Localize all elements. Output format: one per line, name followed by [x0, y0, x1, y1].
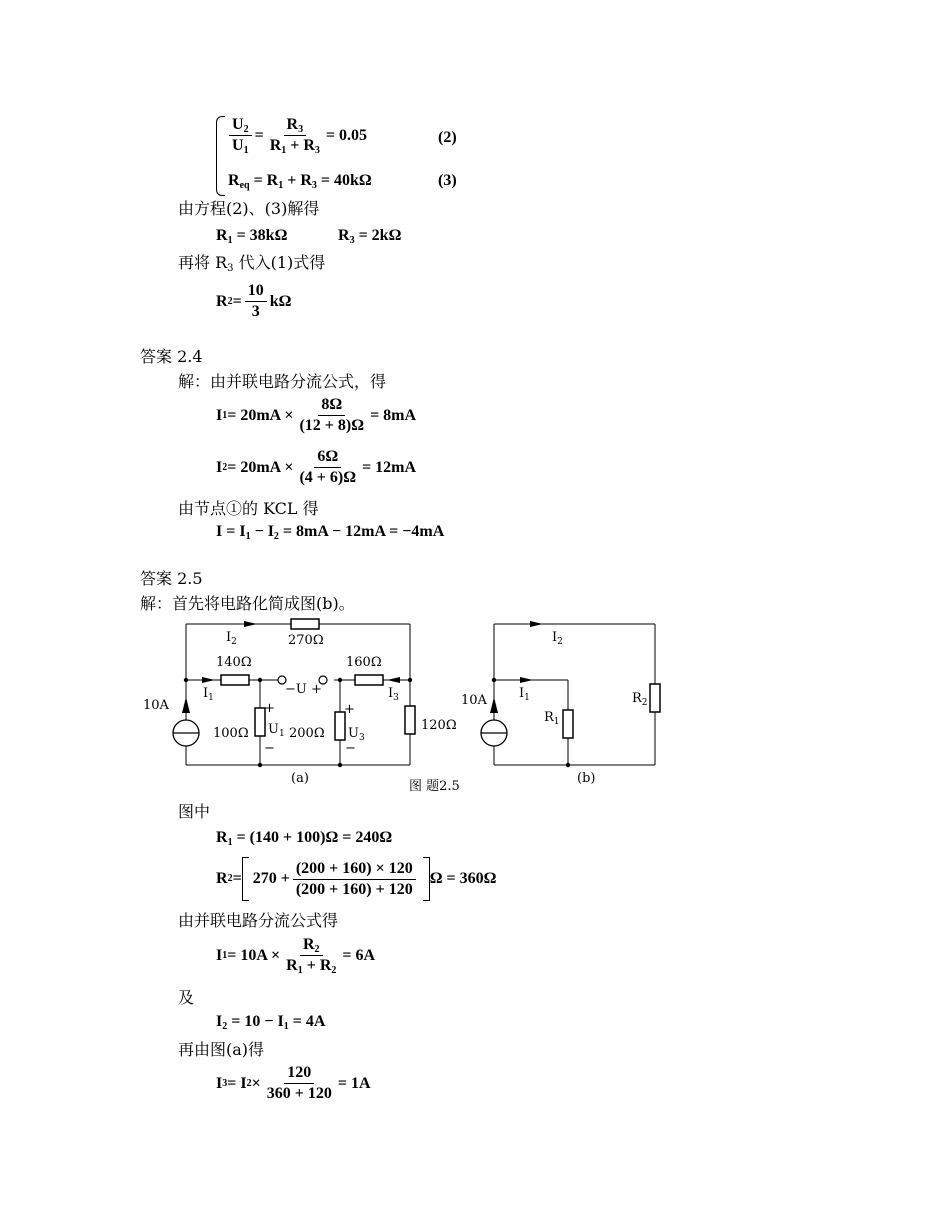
- and-text: 及: [178, 988, 195, 1007]
- sec25-i1-equation: I 1 = 10A × $\frac{R_2}{R_1 + R_2}$ = 6A: [216, 936, 376, 976]
- svg-text:140Ω: 140Ω: [216, 655, 252, 670]
- resistor-120: [405, 706, 415, 734]
- equation-2: $\frac{U_2}{U_1}$ = $\frac{R_3}{R_1 + R_3}$ = 0.05: [226, 116, 367, 155]
- i2-arrow-a: [244, 621, 257, 627]
- from-a-text: 再由图(a)得: [178, 1040, 265, 1059]
- fraction-u2-u1: $\frac{U_2}{U_1}$: [229, 116, 252, 155]
- equation-system-brace: [216, 116, 225, 196]
- resistor-r1-b: [563, 710, 573, 738]
- equation-2-tag: (2): [438, 129, 457, 146]
- r1-result: $R_1 = 38k\Omega$: [216, 227, 288, 246]
- sec25-r2-equation: R 2 = 270 + $\frac{(200 + 160) \times 120}{(200 + 160) + 120}$ Ω = 360Ω: [216, 857, 496, 901]
- substitute-text: 再将 $R_3$ 代入(1)式得: [178, 253, 326, 274]
- sec24-intro: 解：由并联电路分流公式，得: [178, 372, 387, 391]
- svg-text:+: +: [264, 701, 275, 716]
- fraction-r3-r1r3: $\frac{R_3}{R_1 + R_3}$: [269, 116, 320, 156]
- svg-text:I1: $I_1$: [519, 686, 530, 703]
- resistor-140: [221, 675, 249, 685]
- svg-text:100Ω: 100Ω: [213, 726, 249, 741]
- svg-text:200Ω: 200Ω: [289, 726, 325, 741]
- equation-3-tag: (3): [438, 172, 457, 189]
- svg-text:270Ω: 270Ω: [288, 633, 324, 648]
- left-bracket: [242, 857, 249, 901]
- svg-text:(b): (b): [577, 771, 596, 786]
- svg-text:10A: 10A: [143, 698, 169, 713]
- svg-text:160Ω: 160Ω: [346, 655, 382, 670]
- svg-text:U3: $U_3$: [348, 726, 365, 743]
- i1-arrow-a: [202, 677, 215, 683]
- r2-result: R 2 = $\frac{10}{3}$ kΩ: [216, 282, 292, 320]
- resistor-160: [355, 675, 383, 685]
- svg-text:−: −: [264, 741, 275, 756]
- sec25-intro: 解：首先将电路化简成图(b)。: [140, 594, 355, 613]
- kcl-text: 由节点①的 KCL 得: [178, 499, 319, 518]
- right-bracket: [423, 857, 430, 901]
- svg-text:10A: 10A: [461, 693, 487, 708]
- svg-text:+: +: [344, 702, 355, 717]
- heading-2-5: 答案 2.5: [140, 569, 203, 588]
- i1-arrow-b: [520, 677, 533, 683]
- svg-text:(a): (a): [291, 771, 309, 786]
- svg-text:−: −: [345, 741, 356, 756]
- source-arrow-a: [182, 697, 190, 713]
- heading-2-4: 答案 2.4: [140, 347, 203, 366]
- svg-text:U1: $U_1$: [268, 722, 285, 739]
- equation-3: $R_{eq} = R_1 + R_3 = 40k\Omega$: [228, 172, 372, 191]
- r3-result: $R_3 = 2k\Omega$: [338, 227, 402, 246]
- svg-text:R1: $R_1$: [544, 710, 560, 727]
- circuit-figure: [0, 612, 950, 792]
- sec24-i1-equation: I 1 = 20mA × $\frac{8\Omega}{(12 + 8)\Omega}$ = 8mA: [216, 396, 417, 434]
- svg-text:I2: $I_2$: [226, 630, 237, 647]
- solve-text: 由方程(2)、(3)解得: [178, 199, 320, 218]
- sec24-i2-equation: I 2 = 20mA × $\frac{6\Omega}{(4 + 6)\Omega}$ = 12mA: [216, 448, 417, 486]
- resistor-270: [291, 619, 319, 629]
- figure-caption: 图 题2.5: [409, 779, 460, 792]
- svg-text:−U +: −U +: [285, 682, 322, 697]
- resistor-r2-b: [650, 684, 660, 712]
- svg-text:I3: $I_3$: [388, 686, 399, 703]
- sec25-i2-equation: $I_2 = 10 - I_1 = 4A$: [216, 1013, 326, 1032]
- source-arrow-b: [490, 697, 498, 713]
- i2-arrow-b: [530, 621, 543, 627]
- svg-text:R2: $R_2$: [632, 691, 648, 708]
- i3-arrow-a: [387, 677, 400, 683]
- svg-text:I2: $I_2$: [552, 630, 563, 647]
- svg-text:120Ω: 120Ω: [421, 718, 457, 733]
- kcl-equation: $I = I_1 - I_2 = 8mA - 12mA = -4mA$: [216, 523, 445, 542]
- sec25-r1-equation: $R_1 = (140 + 100)\Omega = 240\Omega$: [216, 829, 393, 848]
- in-figure-text: 图中: [178, 802, 211, 821]
- sec25-i3-equation: I 3 = I 2 × $\frac{120}{360 + 120}$ = 1A: [216, 1064, 371, 1102]
- svg-text:I1: $I_1$: [203, 686, 214, 703]
- parallel-text: 由并联电路分流公式得: [178, 911, 339, 930]
